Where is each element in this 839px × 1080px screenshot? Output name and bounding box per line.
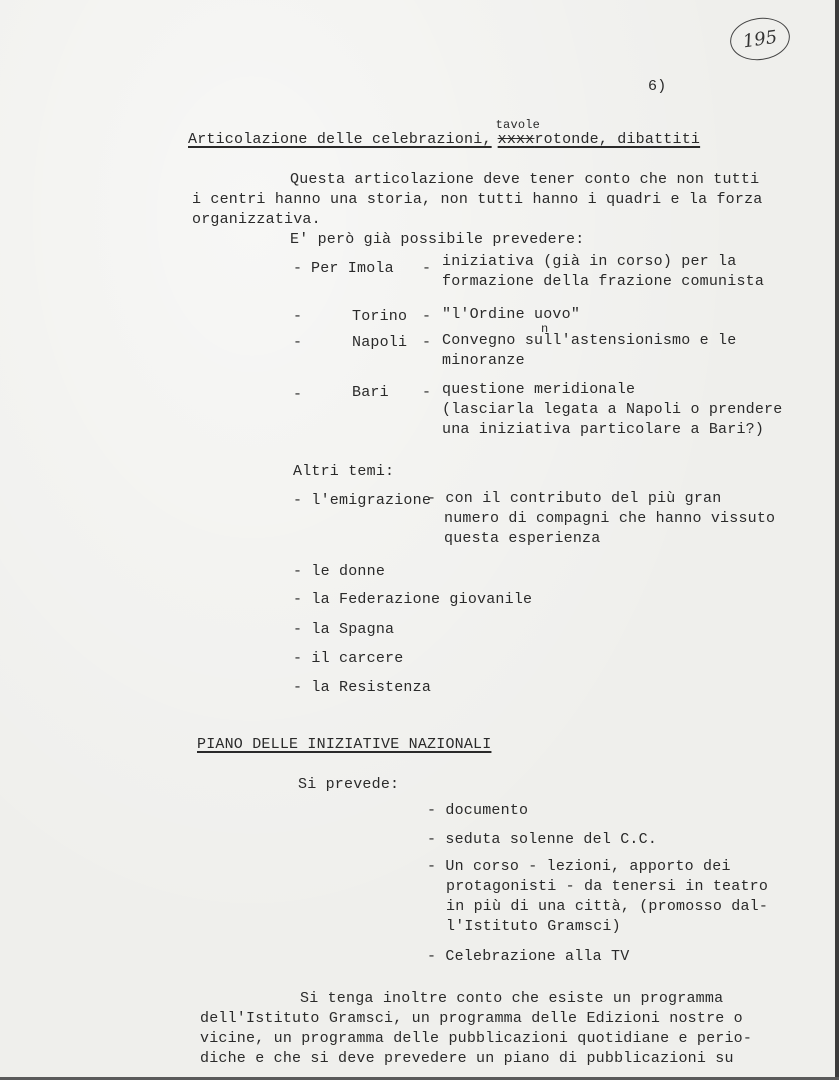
iniziativa-item-line: l'Istituto Gramsci) xyxy=(446,918,621,935)
napoli-line-1: Convegno sull'astensionismo e le xyxy=(442,332,737,349)
city-sep: - xyxy=(422,260,432,277)
city-sep: - xyxy=(422,384,432,401)
emigrazione-line-2: numero di compagni che hanno vissuto xyxy=(444,510,776,527)
altri-temi-label: Altri temi: xyxy=(293,463,395,480)
heading1-inserted: tavole xyxy=(495,118,541,132)
city-dash: - xyxy=(293,386,303,403)
imola-line-1: iniziativa (già in corso) per la xyxy=(442,253,737,270)
napoli-line-2: minoranze xyxy=(442,352,525,369)
city-dash: - xyxy=(293,260,303,277)
iniziativa-item-line: in più di una città, (promosso dal- xyxy=(446,898,769,915)
intro-line-4: E' però già possibile prevedere: xyxy=(290,231,585,248)
torino-correction: n xyxy=(541,322,549,336)
city-napoli: Napoli xyxy=(352,334,408,351)
tema-emigrazione: - l'emigrazione xyxy=(293,492,432,509)
heading1-suffix: rotonde, dibattiti xyxy=(534,131,701,148)
intro-line-1: Questa articolazione deve tener conto che non tutti xyxy=(290,171,760,188)
imola-line-2: formazione della frazione comunista xyxy=(442,273,765,290)
heading1-prefix: Articolazione delle celebrazioni, xyxy=(188,131,492,148)
iniziativa-item: - documento xyxy=(427,802,529,819)
bari-line-3: una iniziativa particolare a Bari?) xyxy=(442,421,765,438)
city-dash: - xyxy=(293,334,303,351)
heading1-correction xyxy=(492,118,541,148)
heading1-struck: xxxx xyxy=(497,131,535,148)
torino-line-1: "l'Ordine uovo" xyxy=(442,306,581,323)
tema-item: - la Spagna xyxy=(293,621,395,638)
heading-piano-iniziative: PIANO DELLE INIZIATIVE NAZIONALI xyxy=(197,736,492,753)
city-sep: - xyxy=(422,308,432,325)
si-prevede-label: Si prevede: xyxy=(298,776,400,793)
iniziativa-item: - seduta solenne del C.C. xyxy=(427,831,658,848)
closing-line-4: diche e che si deve prevedere un piano di pubblicazioni su xyxy=(200,1050,734,1067)
iniziativa-item-line: protagonisti - da tenersi in teatro xyxy=(446,878,769,895)
closing-line-2: dell'Istituto Gramsci, un programma delle Edizioni nostre o xyxy=(200,1010,743,1027)
city-dash: - xyxy=(293,308,303,325)
tema-item: - le donne xyxy=(293,563,386,580)
intro-line-2: i centri hanno una storia, non tutti hanno i quadri e la forza xyxy=(192,191,763,208)
iniziativa-item: - Un corso - lezioni, apporto dei xyxy=(427,858,731,875)
tema-item: - il carcere xyxy=(293,650,404,667)
closing-line-1: Si tenga inoltre conto che esiste un programma xyxy=(300,990,724,1007)
archive-stamp: 195 xyxy=(727,14,792,64)
closing-line-3: vicine, un programma delle pubblicazioni quotidiane e perio- xyxy=(200,1030,753,1047)
intro-line-3: organizzativa. xyxy=(192,211,321,228)
scan-edge-right xyxy=(835,0,839,1080)
city-imola: Per Imola xyxy=(311,260,394,277)
iniziativa-item: - Celebrazione alla TV xyxy=(427,948,630,965)
emigrazione-line-1: - con il contributo del più gran xyxy=(427,490,722,507)
tema-item: - la Resistenza xyxy=(293,679,432,696)
city-bari: Bari xyxy=(352,384,389,401)
page-number: 6) xyxy=(648,78,667,95)
heading-articolazione xyxy=(188,118,701,148)
city-sep: - xyxy=(422,334,432,351)
bari-line-2: (lasciarla legata a Napoli o prendere xyxy=(442,401,783,418)
city-torino: Torino xyxy=(352,308,408,325)
bari-line-1: questione meridionale xyxy=(442,381,636,398)
emigrazione-line-3: questa esperienza xyxy=(444,530,601,547)
tema-item: - la Federazione giovanile xyxy=(293,591,533,608)
